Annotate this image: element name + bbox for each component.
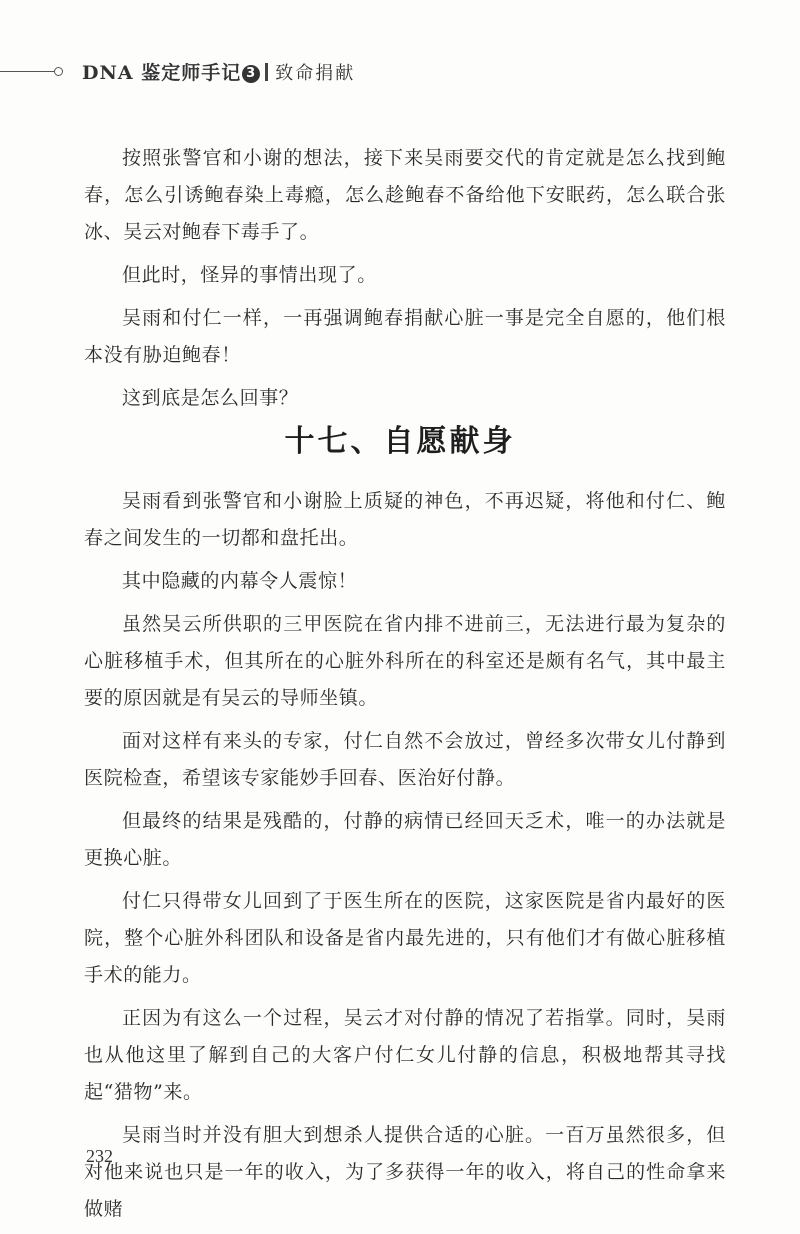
running-header	[0, 56, 800, 86]
header-circle-ornament	[54, 67, 63, 76]
header-title	[82, 58, 355, 85]
paragraph: 其中隐藏的内幕令人震惊！	[122, 570, 358, 592]
paragraph: 吴雨和付仁一样，一再强调鲍春捐献心脏一事是完全自愿的，他们根本没有胁迫鲍春！	[84, 307, 726, 366]
text-block-before-chapter	[84, 140, 726, 423]
paragraph: 付仁只得带女儿回到了于医生所在的医院，这家医院是省内最好的医院，整个心脏外科团队和设备是省内最先进的，只有他们才有做心脏移植手术的能力。	[84, 890, 726, 986]
book-title: 致命捐献	[275, 63, 356, 84]
volume-number-badge: 3	[242, 65, 260, 83]
paragraph: 这到底是怎么回事？	[122, 387, 299, 409]
paragraph: 按照张警官和小谢的想法，接下来吴雨要交代的肯定就是怎么找到鲍春，怎么引诱鲍春染上毒瘾，怎么趁鲍春不备给他下安眠药，怎么联合张冰、吴云对鲍春下毒手了。	[84, 147, 726, 243]
chapter-title: 十七、自愿献身	[284, 424, 516, 459]
paragraph: 面对这样有来头的专家，付仁自然不会放过，曾经多次带女儿付静到医院检查，希望该专家能妙手回春、医治好付静。	[84, 730, 726, 789]
series-name: DNA 鉴定师手记	[82, 62, 242, 84]
text-block-chapter-body	[84, 483, 726, 1234]
paragraph: 虽然吴云所供职的三甲医院在省内排不进前三，无法进行最为复杂的心脏移植手术，但其所在的心脏外科所在的科室还是颇有名气，其中最主要的原因就是有吴云的导师坐镇。	[84, 613, 726, 709]
page-number: 232	[86, 1146, 113, 1166]
paragraph: 但此时，怪异的事情出现了。	[122, 264, 377, 286]
paragraph: 但最终的结果是残酷的，付静的病情已经回天乏术，唯一的办法就是更换心脏。	[84, 810, 726, 869]
paragraph: 吴雨当时并没有胆大到想杀人提供合适的心脏。一百万虽然很多，但对他来说也只是一年的收入，为了多获得一年的收入，将自己的性命拿来做赌	[84, 1124, 726, 1220]
header-separator-bar	[265, 63, 268, 81]
header-rule	[0, 71, 54, 72]
paragraph: 正因为有这么一个过程，吴云才对付静的情况了若指掌。同时，吴雨也从他这里了解到自己的大客户付仁女儿付静的信息，积极地帮其寻找起“猎物”来。	[84, 1007, 726, 1103]
paragraph: 吴雨看到张警官和小谢脸上质疑的神色，不再迟疑，将他和付仁、鲍春之间发生的一切都和盘托出。	[84, 490, 726, 549]
